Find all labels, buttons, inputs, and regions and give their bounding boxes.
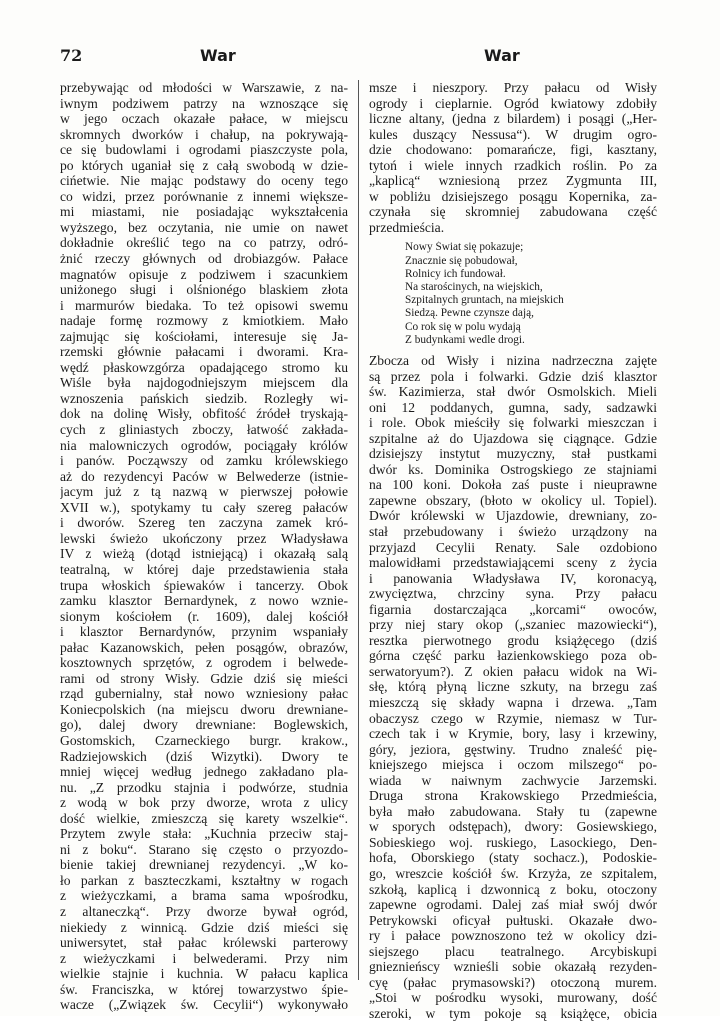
page-number: 72 (60, 46, 83, 65)
text-line: serwatoryum?). Z okien pałacu widok na Wi- (369, 663, 657, 679)
text-line: teatralną, w której daje przedstawienia stała (60, 561, 348, 577)
text-line: IV z wieżą (dotąd istniejącą) i okazałą salą (60, 546, 348, 562)
text-line: z wieżyczkami i belwederami. Przy nim (60, 950, 348, 966)
text-line: i marmurów biedaka. To też opisowi swemu (60, 297, 348, 313)
text-line: uniwersytet, stał pałac królewski parterowy (60, 935, 348, 951)
right-column (369, 80, 657, 1021)
text-line: tytoń i wiele innych rzadkich roślin. Po za (369, 157, 657, 173)
text-line: Co rok się w polu wydają (405, 320, 521, 333)
text-line: lewski świeżo ukończony przez Władysława (60, 530, 348, 546)
left-column (60, 80, 348, 1013)
text-line: dzisiejszy instytut muzyczny, stał pustkami (369, 446, 657, 462)
text-line: i klasztor Bernardynów, przynim wspaniały (60, 624, 348, 640)
text-line: zwycięztwa, chrzciny syna. Przy pałacu (369, 586, 657, 602)
text-line: na 100 koni. Dokoła zaś puste i nieuprawne (369, 477, 657, 493)
text-line: Znacznie się pobudował, (405, 254, 518, 267)
text-line: i panów. Począwszy od zamku królewskiego (60, 453, 348, 469)
text-line: w jego oczach okazałe pałace, w miejscu (60, 111, 348, 127)
text-line: z wieżyczkami, a brama sama wpośrodku, (60, 888, 348, 904)
text-line: Koniecpolskich (na miejscu dworu drewniane- (60, 701, 348, 717)
text-line: ce się budowlami i ogrodami piaszczyste pola, (60, 142, 348, 158)
text-line: i panowania Władysława IV, koronacyą, (369, 570, 657, 586)
text-line: z altaneczką“. Przy dworze bywał ogród, (60, 903, 348, 919)
text-line: Siedzą. Pewne czynsze dają, (405, 307, 534, 320)
text-line: Dwór królewski w Ujazdowie, drewniany, zo- (369, 508, 657, 524)
text-line: zapewne obszary, (błoto w okolicy ul. Topiel). (369, 492, 657, 508)
text-line: wacze („Związek św. Cecylii“) wykonywało (60, 997, 348, 1013)
text-line: XVII w.), spotykamy tu cały szereg pałaców (60, 499, 348, 515)
text-line: i dworów. Szereg ten zaczyna zamek kró- (60, 515, 348, 531)
text-line: św. Kazimierza, stał dwór Osmolskich. Mieli (369, 384, 657, 400)
text-line: przyjazd Cecylii Renaty. Sale ozdobiono (369, 539, 657, 555)
text-line: malowidłami przedstawiającemi sceny z życia (369, 555, 657, 571)
text-line: co widzi, przez porównanie z innemi większe- (60, 188, 348, 204)
text-line: pałac Kazanowskich, pełen posągów, obrazów, (60, 639, 348, 655)
text-line: Szpitalnych gruntach, na miejskich (405, 294, 564, 307)
text-line: przebywając od młodości w Warszawie, z na- (60, 80, 348, 95)
text-line: cyę (pałac prymasowski?) otoczoną murem. (369, 974, 657, 990)
text-line: niekiedy z winnicą. Gdzie dziś mieści się (60, 919, 348, 935)
text-line: wyższego, bez oczytania, nie umie on nawet (60, 219, 348, 235)
text-line: wznoszenia pańskich siedzib. Rozległy wi- (60, 390, 348, 406)
text-line: „Stoi w pośrodku wysoki, murowany, dość (369, 990, 657, 1006)
text-line: sionym kościołem (r. 1609), dalej kościół (60, 608, 348, 624)
text-line: czech tak i w Krymie, bory, lasy i krzewiny, (369, 726, 657, 742)
text-line: mieszczą się składy wapna i drzewa. „Tam (369, 695, 657, 710)
text-line: dzie chodowano: pomarańcze, figi, kasztany, (369, 142, 657, 158)
text-line: Wiśle była najdogodniejszym miejscem dla (60, 375, 348, 391)
running-head-right: War (484, 46, 520, 65)
text-line: go, wreszcie kościół św. Krzyża, ze szpitalem, (369, 866, 657, 882)
text-line: w pobliżu dzisiejszego posągu Kopernika, za- (369, 188, 657, 204)
text-line: go), dalej dwory drewniane: Boglewskich, (60, 717, 348, 733)
text-line: ni z boku“. Starano się często o przyozdo- (60, 841, 348, 857)
text-line: wędź płaskowzgórza opadającego stromo ku (60, 359, 348, 375)
text-line: stał przebudowany i świeżo urządzony na (369, 523, 657, 539)
text-line: górna część parku łazienkowskiego poza ob- (369, 648, 657, 664)
text-line: zajmując się kościołami, interesuje się Ja- (60, 328, 348, 344)
text-line: zapewne ogrodami. Dalej zaś miał swój dwór (369, 897, 657, 913)
text-line: Zbocza od Wisły i nizina nadrzeczna zajęte (369, 352, 657, 368)
text-line: czynała się skromniej zabudowana część (369, 204, 657, 220)
text-line: nadaje formę rozmowy z kmiotkiem. Mało (60, 313, 348, 329)
text-line: jacym już z tą nazwą w pierwszej połowie (60, 484, 348, 500)
text-line: skromnych dworków i chałup, na pokrywają- (60, 126, 348, 142)
text-line: siejszego placu teatralnego. Arcybiskupi (369, 943, 657, 959)
text-line: aż do rezydencyi Paców w Belwederze (istnie- (60, 468, 348, 484)
text-line: Z budynkami wedle drogi. (405, 333, 525, 346)
text-line: Nowy Świat się pokazuje; (405, 241, 524, 254)
text-line: dość wielkie, zmieszczą się karety wszelkie“. (60, 810, 348, 826)
text-line: kules duszący Nessusa“). W drugim ogro- (369, 126, 657, 142)
text-line: góry, jeziora, gęstwiny. Trudno znaleść pię- (369, 741, 657, 757)
text-line: ogrody i cieplarnie. Ogród kwiatowy zdobiły (369, 95, 657, 111)
text-line: obaczysz czego w Rzymie, niemasz w Tur- (369, 710, 657, 726)
text-line: św. Franciszka, w której towarzystwo śpie- (60, 981, 348, 997)
text-line: dok na dolinę Wisły, obfitość źródeł tryskają- (60, 406, 348, 422)
text-line: dokładnie określić tego na co patrzy, odró- (60, 235, 348, 251)
text-line: „kaplicą“ wzniesioną przez Zygmunta III, (369, 173, 657, 189)
text-line: mi miastami, nie posiadając wykształcenia (60, 204, 348, 220)
text-line: Druga strona Krakowskiego Przedmieścia, (369, 788, 657, 804)
text-line: hofa, Oborskiego (staty sochacz.), Podoskie- (369, 850, 657, 866)
text-line: i role. Obok mieściły się folwarki mieszczan i (369, 415, 657, 431)
text-line: liczne altany, (jedna z bilardem) i posągi („Her- (369, 111, 657, 127)
text-line: nia malowniczych ogrodów, pociągały królów (60, 437, 348, 453)
text-line: ry i pałace powznoszono też w okolicy dzi- (369, 928, 657, 944)
text-line: figarnia dostarczająca „korcami“ owoców, (369, 601, 657, 617)
text-line: trupa włoskich śpiewaków i tancerzy. Obok (60, 577, 348, 593)
text-line: mniej więcej według jednego zakładano pla- (60, 764, 348, 780)
text-line: bienie takiej drewnianej rezydencyi. „W ko- (60, 857, 348, 873)
text-line: dwór ks. Dominika Ostrogskiego ze stajniami (369, 461, 657, 477)
text-line: przedmieścia. (369, 219, 445, 235)
right-column-paragraph-2 (369, 353, 657, 1021)
text-line: Na starościnych, na wiejskich, (405, 281, 543, 294)
text-line: Radziejowskich (dziś Wizytki). Dwory te (60, 748, 348, 764)
text-line: szkołą, kaplicą i dzwonnicą z boku, otoczony (369, 881, 657, 897)
text-line: Sobieskiego woj. ruskiego, Lasockiego, Den- (369, 834, 657, 850)
text-line: z wodą w bok przy dworze, wrota z ulicy (60, 795, 348, 811)
text-line: gnieznieńscy wznieśli sobie okazałą rezyden- (369, 959, 657, 975)
text-line: Gostomskich, Czarneckiego burgr. krakow., (60, 732, 348, 748)
column-divider (358, 80, 359, 980)
text-line: Rolnicy ich fundował. (405, 267, 506, 280)
text-line: wielkie stajnie i kuchnia. W pałacu kaplica (60, 966, 348, 982)
text-line: resztka pierwotnego grodu książęcego (dziś (369, 632, 657, 648)
text-line: uniżonego sługi i olśnionégo blaskiem złota (60, 282, 348, 298)
text-line: cińetwie. Nie mając podstawy do oceny tego (60, 173, 348, 189)
text-line: Przytem zwyle stała: „Kuchnia przeciw staj- (60, 826, 348, 842)
text-line: iwnym podziwem patrzy na wznoszące się (60, 95, 348, 111)
text-line: żnić rzeczy głównych od drobiazgów. Pałace (60, 251, 348, 267)
text-line: ło parkan z baszteczkami, kształtny w rogach (60, 872, 348, 888)
text-line: kosztownych sprzętów, z ogrodem i belwede- (60, 655, 348, 671)
text-line: wiada w naiwnym zachwycie Jarzemski. (369, 772, 657, 788)
text-line: szpitalne aż do Ujazdowa się ciągnące. Gdzie (369, 430, 657, 446)
text-line: Petrykowski oficyał pułtuski. Okazałe dwo- (369, 912, 657, 928)
text-line: rząd gubernialny, stał nowo wzniesiony pałac (60, 686, 348, 702)
text-line: zamku klasztor Bernardynek, z nowo wznie- (60, 593, 348, 609)
running-head-left: War (200, 46, 236, 65)
text-line: rami od strony Wisły. Gdzie dziś się mieści (60, 670, 348, 686)
verse-quotation (369, 241, 657, 347)
text-line: rzemski głównie pałacami i dworami. Kra- (60, 344, 348, 360)
text-line: kniejszego miejsca i oczom milszego“ po- (369, 757, 657, 773)
text-line: cych z gliniastych zboczy, łatwość zakłada- (60, 422, 348, 438)
text-line: nu. „Z przodku stajnia i podwórze, studnia (60, 779, 348, 795)
text-line: przy niej stary okop („szaniec mazowiecki“), (369, 617, 657, 633)
text-line: słę, którą płyną liczne szkuty, na brzegu zaś (369, 679, 657, 695)
text-line: magnatów opisuje z podziwem i szacunkiem (60, 266, 348, 282)
text-line: są przez pola i folwarki. Gdzie dziś klasztor (369, 368, 657, 384)
text-line: w sporych odstępach), dwory: Gosiewskiego, (369, 819, 657, 835)
text-line: była mało zabudowana. Stały tu (zapewne (369, 803, 657, 819)
right-column-paragraph-1 (369, 80, 657, 235)
text-line: oni 12 poddanych, gumna, sady, sadzawki (369, 399, 657, 415)
text-line: msze i nieszpory. Przy pałacu od Wisły (369, 80, 657, 95)
text-line: szeroki, w tym pokoje są książęce, obicia (369, 1005, 657, 1021)
text-line: po których uganiał się z całą swobodą w dzie- (60, 157, 348, 173)
